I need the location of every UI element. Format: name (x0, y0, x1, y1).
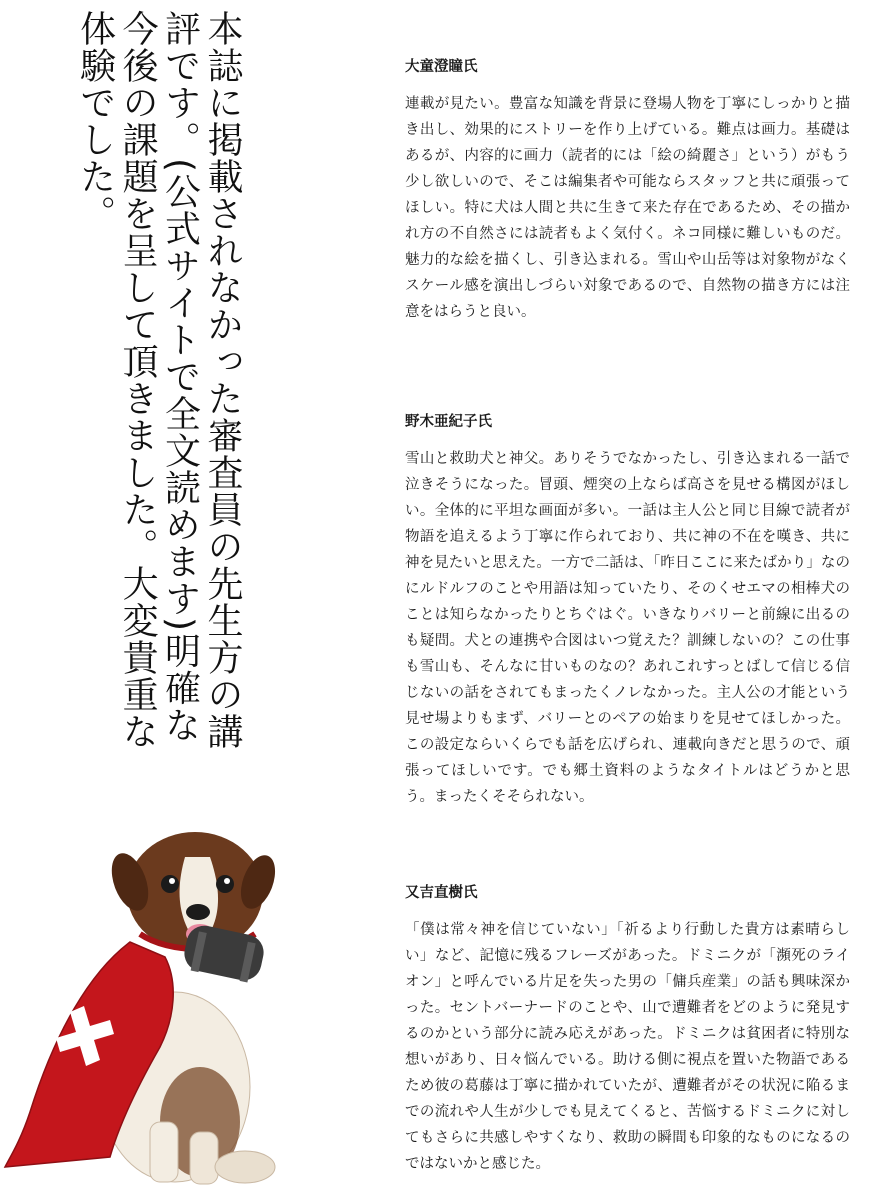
dog-front-leg (150, 1122, 178, 1182)
reviewer-name: 大童澄瞳氏 (405, 59, 478, 75)
review-nogi (405, 413, 850, 810)
eye-highlight (169, 878, 175, 884)
reviewer-name: 又吉直樹氏 (405, 885, 478, 901)
reviewer-name: 野木亜紀子氏 (405, 414, 492, 430)
review-matayoshi (405, 884, 850, 1177)
review-text: 「僕は常々神を信じていない」「祈るより行動した貴方は素晴らしい」など、記憶に残るフレーズがあった。ドミニクが「瀕死のライオン」と呼んでいる片足を失った男の「傭兵産業」の話も興味深かった。セントバーナードのことや、山で遭難者をどのように発見するのかという部分に読み応えがあった。ドミニクは貧困者に特別な想いがあり、日々悩んでいる。助ける側に視点を置いた物語であるため彼の葛藤は丁寧に描かれていたが、遭難者がその状況に陥るまでの流れや人生が少しでも見えてくると、苦悩するドミニクに対してもさらに共感しやすくなり、救助の瞬間も印象的なものになるのではないかと感じた。 (405, 921, 850, 1172)
dog-front-leg (190, 1132, 218, 1184)
review-text: 連載が見たい。豊富な知識を背景に登場人物を丁寧にしっかりと描き出し、効果的にストリーを作り上げている。難点は画力。基礎はあるが、内容的に画力（読者的には「絵の綺麗さ」という）がもう少し欲しいので、そこは編集者や可能ならスタッフと共に頑張ってほしい。特に犬は人間と共に生きて来た存在であるため、その描かれ方の不自然さには読者もよく気付く。ネコ同様に難しいものだ。魅力的な絵を描くし、引き込まれる。雪山や山岳等は対象物がなくスケール感を演出しづらい対象であるので、自然物の描き方には注意をはらうと良い。 (405, 95, 850, 320)
review-text: 雪山と救助犬と神父。ありそうでなかったし、引き込まれる一話で泣きそうになった。冒頭、煙突の上ならば高さを見せる構図がほしい。全体的に平坦な画面が多い。一話は主人公と同じ目線で読者が物語を追えるよう丁寧に作られており、共に神の不在を嘆き、共に神を見たいと思えた。一方で二話は、「昨日ここに来たばかり」なのにルドルフのことや用語は知っていたり、そのくせエマの相棒犬のことは知らなかったりとちぐはぐ。いきなりバリーと前線に出るのも疑問。犬との連携や合図はいつ覚えた？訓練しないの？この仕事も雪山も、そんなに甘いものなの？あれこれすっとばして信じる信じないの話をされてもまったくノレなかった。主人公の才能という見せ場よりもまず、バリーとのペアの始まりを見せてほしかった。この設定ならいくらでも話を広げられ、連載向きだと思うので、頑張ってほしいです。でも郷土資料のようなタイトルはどうかと思う。まったくそそられない。 (405, 450, 850, 805)
dog-hind-paw (215, 1151, 275, 1183)
headline: 本誌に掲載されなかった審査員の先生方の講評です。(公式サイトで全文読めます)明確な今後の課題を呈して頂きました。大変貴重な体験でした。 (74, 10, 243, 750)
rescue-barrel (181, 922, 267, 983)
dog-eye (161, 875, 179, 893)
eye-highlight (224, 878, 230, 884)
dog-nose (186, 904, 210, 920)
saint-bernard-dog-illustration (0, 822, 290, 1192)
review-otoguro (405, 58, 850, 325)
dog-eye (216, 875, 234, 893)
